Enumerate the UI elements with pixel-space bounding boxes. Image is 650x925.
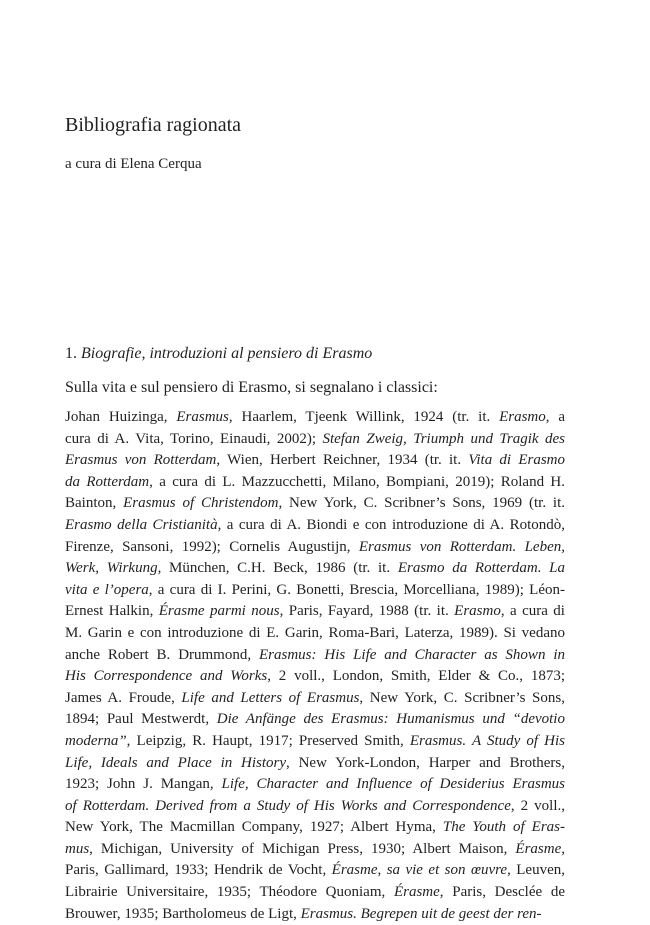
citation-text: Ernest Halkin, <box>65 603 159 620</box>
bibliography-line <box>65 753 565 775</box>
citation-text: , a cura di A. Biondi e con introduzione di A. Rotondò, <box>217 516 565 533</box>
intro-paragraph: Sulla vita e sul pensiero di Erasmo, si segnalano i classici: <box>65 379 438 396</box>
italic-title-text: Erasmus: His Life and Character as Shown in <box>258 646 565 663</box>
italic-title-text: Erasmus <box>176 409 229 425</box>
citation-text: , 2 voll., London, Smith, Elder & Co., 1873; <box>267 668 565 685</box>
italic-title-text: Erasmus. A Study of His <box>409 732 565 749</box>
page-subtitle: a cura di Elena Cerqua <box>65 156 202 172</box>
bibliography-line <box>65 472 565 494</box>
italic-title-text: Erasmo <box>499 409 546 425</box>
italic-title-text: Life, Character and Influence of Desiderius Erasmus <box>221 776 565 793</box>
section-number: 1. <box>65 345 81 362</box>
bibliography-line <box>65 601 565 623</box>
citation-text: , New York, C. Scribner’s Sons, 1969 (tr. it. <box>278 495 565 512</box>
citation-text: , a cura di I. Perini, G. Bonetti, Brescia, Morcelliana, 1989); Léon- <box>148 581 565 598</box>
italic-title-text: Die Anfänge des Erasmus: Humanismus und “devotio <box>216 711 565 728</box>
bibliography-line <box>65 839 565 861</box>
bibliography-line <box>65 407 565 429</box>
italic-title-text: Erasmus von Rotterdam. Leben, <box>358 538 565 555</box>
italic-title-text: Erasmo della Cristianità <box>65 516 218 533</box>
citation-text: , Haarlem, Tjeenk Willink, 1924 (tr. it. <box>228 409 500 425</box>
italic-title-text: Erasmo da Rotterdam. La <box>397 560 565 577</box>
italic-title-text: Life, Ideals and Place in History <box>65 754 287 771</box>
italic-title-text: Werk, Wirkung <box>65 560 158 577</box>
citation-text: anche Robert B. Drummond, <box>65 646 259 663</box>
italic-title-text: Erasmo <box>454 603 501 620</box>
bibliography-line <box>65 796 565 818</box>
italic-title-text: Vita di Erasmo <box>468 452 565 469</box>
citation-text: , a cura di L. Mazzucchetti, Milano, Bompiani, 2019); Roland H. <box>149 473 565 490</box>
citation-text: , München, C.H. Beck, 1986 (tr. it. <box>157 560 398 577</box>
italic-title-text: Erasmus von Rotterdam <box>65 452 217 469</box>
italic-title-text: The Youth of Eras- <box>442 819 565 836</box>
bibliography-line <box>65 882 565 904</box>
citation-text: , Michigan, University of Michigan Press, 1930; Albert Maison, <box>89 840 516 857</box>
bibliography-line <box>65 623 565 645</box>
bibliography-line <box>65 731 565 753</box>
citation-text: Johan Huizinga, <box>65 409 177 425</box>
page-title: Bibliografia ragionata <box>65 114 242 136</box>
italic-title-text: Érasme <box>393 884 440 901</box>
italic-title-text: Érasme <box>515 840 562 857</box>
italic-title-text: mus <box>65 840 90 857</box>
citation-text: cura di A. Vita, Torino, Einaudi, 2002); <box>65 430 323 447</box>
italic-title-text: moderna” <box>65 732 127 749</box>
bibliography-line <box>65 688 565 710</box>
citation-text: , 2 voll., <box>510 797 565 814</box>
bibliography-line <box>65 515 565 537</box>
italic-title-text: of Rotterdam. Derived from a Study of His Works and Correspondence <box>65 797 511 814</box>
italic-title-text: Stefan Zweig, Triumph und Tragik des <box>322 430 565 447</box>
citation-text: 1923; John J. Mangan, <box>65 776 222 793</box>
bibliography-line <box>65 429 565 451</box>
bibliography-line <box>65 666 565 688</box>
citation-text: , New York, C. Scribner’s Sons, <box>359 689 565 706</box>
citation-text: Brouwer, 1935; Bartholomeus de Ligt, <box>65 905 301 922</box>
bibliography-line <box>65 860 565 882</box>
citation-text: Librairie Universitaire, 1935; Théodore Quoniam, <box>65 884 394 901</box>
bibliography-line <box>65 774 565 796</box>
italic-title-text: Érasme, sa vie et son œuvre <box>331 862 508 879</box>
citation-text: James A. Froude, <box>65 689 182 706</box>
bibliography-line <box>65 580 565 602</box>
citation-text: , a <box>545 409 565 425</box>
bibliography-line <box>65 493 565 515</box>
bibliography-line <box>65 450 565 472</box>
bibliography-line <box>65 645 565 667</box>
citation-text: , Paris, Desclée de <box>439 884 565 901</box>
citation-text: , Wien, Herbert Reichner, 1934 (tr. it. <box>216 452 469 469</box>
citation-text: Bainton, <box>65 495 124 512</box>
citation-text: , Paris, Fayard, 1988 (tr. it. <box>279 603 455 620</box>
bibliography-line <box>65 709 565 731</box>
italic-title-text: Erasmus. Begrepen uit de geest der ren- <box>300 905 542 922</box>
section-heading <box>65 345 372 363</box>
citation-text: New York, The Macmillan Company, 1927; Albert Hyma, <box>65 819 443 836</box>
italic-title-text: da Rotterdam <box>65 473 150 490</box>
italic-title-text: His Correspondence and Works <box>65 668 268 685</box>
citation-text: , a cura di <box>500 603 565 620</box>
citation-text: , Leuven, <box>507 862 565 879</box>
bibliography-line <box>65 904 565 925</box>
italic-title-text: vita e l’opera <box>65 581 149 598</box>
citation-text: M. Garin e con introduzione di E. Garin, Roma-Bari, Laterza, 1989). Si vedano <box>65 624 565 641</box>
citation-text: , Leipzig, R. Haupt, 1917; Preserved Smith, <box>126 732 410 749</box>
citation-text: Firenze, Sansoni, 1992); Cornelis Augustijn, <box>65 538 359 555</box>
bibliography-line <box>65 537 565 559</box>
italic-title-text: Érasme parmi nous <box>158 603 280 620</box>
bibliography-line <box>65 817 565 839</box>
italic-title-text: Erasmus of Christendom <box>123 495 279 512</box>
citation-text: , New York-London, Harper and Brothers, <box>286 754 565 771</box>
bibliography-paragraph <box>65 407 565 925</box>
bibliography-line <box>65 558 565 580</box>
citation-text: Paris, Gallimard, 1933; Hendrik de Vocht, <box>65 862 332 879</box>
section-title: Biografie, introduzioni al pensiero di Erasmo <box>81 345 373 362</box>
citation-text: , <box>561 840 565 857</box>
citation-text: 1894; Paul Mestwerdt, <box>65 711 217 728</box>
italic-title-text: Life and Letters of Erasmus <box>181 689 360 706</box>
